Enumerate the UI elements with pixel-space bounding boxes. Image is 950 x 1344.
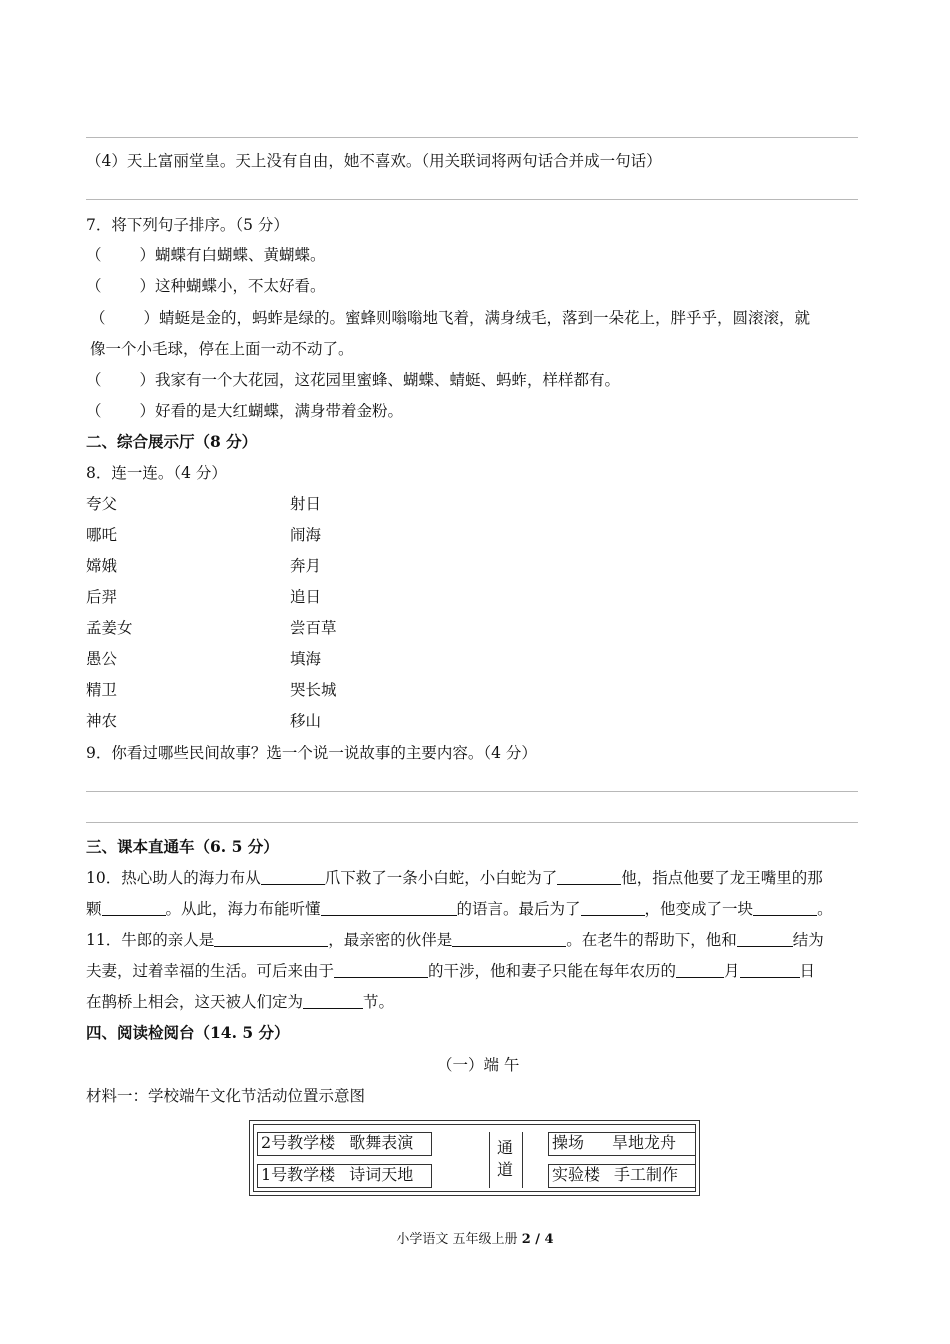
question-11-line3: 在鹊桥上相会，这天被人们定为 节。 [86,993,395,1011]
fill-blank[interactable] [740,961,800,978]
match-left-item: 嫦娥 [86,557,118,575]
answer-line [86,199,858,200]
match-left-item: 精卫 [86,681,118,699]
building-1-box: 1号教学楼 诗词天地 [257,1164,432,1188]
fill-blank[interactable] [557,868,621,885]
fill-blank[interactable] [334,961,428,978]
order-item-text: ）蝴蝶有白蝴蝶、黄蝴蝶。 [139,246,326,264]
fill-blank[interactable] [737,930,793,947]
section-4-title: 四、阅读检阅台（14. 5 分） [86,1023,290,1042]
order-paren: （ [90,309,106,327]
answer-line [86,791,858,792]
fill-blank[interactable] [321,899,457,916]
match-left-item: 孟姜女 [86,619,133,637]
match-right-item: 追日 [290,588,322,606]
section-2-title: 二、综合展示厅（8 分） [86,432,258,451]
question-9-title: 9．你看过哪些民间故事？选一个说一说故事的主要内容。（4 分） [86,744,537,762]
match-right-item: 尝百草 [290,619,337,637]
match-left-item: 哪吒 [86,526,118,544]
match-right-item: 填海 [290,650,322,668]
passage-right-line [522,1132,523,1188]
order-item [86,245,326,265]
order-item-text: ）好看的是大红蝴蝶，满身带着金粉。 [139,402,404,420]
order-item-text: ）蜻蜓是金的，蚂蚱是绿的。蜜蜂则嗡嗡地飞着，满身绒毛，落到一朵花上，胖乎乎，圆滚滚，就 [143,309,811,327]
passage-label-2: 道 [496,1160,513,1179]
match-left-item: 愚公 [86,650,118,668]
order-paren: （ [86,246,102,264]
fill-blank[interactable] [676,961,724,978]
question-6-4: （4）天上富丽堂皇。天上没有自由，她不喜欢。（用关联词将两句话合并成一句话） [86,152,662,170]
answer-line [86,137,858,138]
material-1-caption: 材料一：学校端午文化节活动位置示意图 [86,1087,366,1105]
building-2-box: 2号教学楼 歌舞表演 [257,1132,432,1156]
page-number: 2 / 4 [521,1232,554,1247]
footer-text: 小学语文 五年级上册 [396,1232,522,1247]
match-left-item: 神农 [86,712,118,730]
order-item-text: ）这种蝴蝶小，不太好看。 [139,277,326,295]
question-10-line1: 10．热心助人的海力布从 爪下救了一条小白蛇，小白蛇为了 他，指点他要了龙王嘴里的那 [86,869,823,887]
order-item [86,276,326,296]
question-10-line2: 颗 。从此，海力布能听懂 的语言。最后为了 ，他变成了一块 。 [86,900,833,918]
order-item [90,308,810,328]
activity-location-map [249,1120,700,1196]
match-right-item: 奔月 [290,557,322,575]
order-item [86,370,620,390]
answer-line [86,822,858,823]
question-11-line2: 夫妻，过着幸福的生活。可后来由于 的干涉，他和妻子只能在每年农历的 月 日 [86,962,816,980]
fill-blank[interactable] [452,930,566,947]
playground-box: 操场 旱地龙舟 [548,1132,696,1156]
order-paren: （ [86,277,102,295]
order-paren: （ [86,402,102,420]
order-item-text: ）我家有一个大花园，这花园里蜜蜂、蝴蝶、蜻蜓、蚂蚱，样样都有。 [139,371,621,389]
fill-blank[interactable] [214,930,328,947]
match-left-item: 夸父 [86,495,118,513]
passage-left-line [489,1132,490,1188]
fill-blank[interactable] [102,899,166,916]
question-11-line1: 11．牛郎的亲人是 ，最亲密的伙伴是 。在老牛的帮助下，他和 结为 [86,931,824,949]
fill-blank[interactable] [261,868,325,885]
order-item [86,401,403,421]
fill-blank[interactable] [581,899,645,916]
match-right-item: 哭长城 [290,681,337,699]
page-footer [0,1228,950,1247]
fill-blank[interactable] [753,899,817,916]
section-3-title: 三、课本直通车（6. 5 分） [86,837,279,856]
question-8-title: 8．连一连。（4 分） [86,464,227,482]
fill-blank[interactable] [303,992,363,1009]
passage-label-1: 通 [496,1138,513,1157]
order-item-continuation: 像一个小毛球，停在上面一动不动了。 [90,340,354,358]
match-left-item: 后羿 [86,588,118,606]
lab-building-box: 实验楼 手工制作 [548,1164,696,1188]
match-right-item: 移山 [290,712,322,730]
match-right-item: 闹海 [290,526,322,544]
match-right-item: 射日 [290,495,322,513]
reading-subtitle: （一）端 午 [437,1056,520,1074]
question-7-title: 7．将下列句子排序。（5 分） [86,216,289,234]
order-paren: （ [86,371,102,389]
